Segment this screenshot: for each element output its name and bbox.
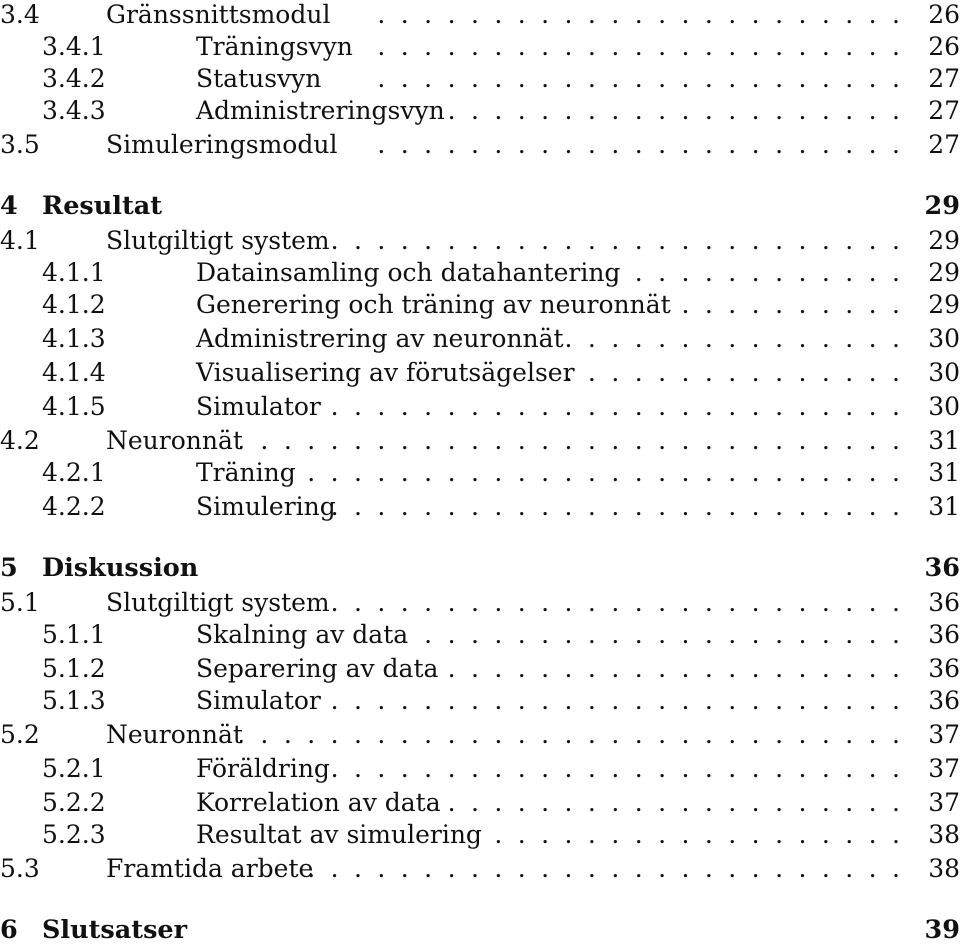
toc-section[interactable] bbox=[0, 852, 960, 884]
toc-entry-title: Resultat av simulering bbox=[196, 819, 482, 849]
toc-entry-title: Separering av data bbox=[196, 653, 439, 683]
toc-entry-number: 5.1.3 bbox=[42, 685, 106, 715]
toc-entry-title: Slutsatser bbox=[42, 915, 188, 945]
toc-leader-dots bbox=[240, 424, 900, 456]
toc-section[interactable] bbox=[0, 224, 960, 256]
toc-leader-dots bbox=[556, 356, 900, 388]
toc-entry-page: 36 bbox=[928, 587, 960, 617]
toc-entry-page: 30 bbox=[928, 323, 960, 353]
toc-entry-page: 36 bbox=[924, 553, 960, 583]
toc-entry-page: 36 bbox=[928, 619, 960, 649]
toc-entry-number: 5.1 bbox=[0, 587, 40, 617]
toc-entry-number: 3.4 bbox=[0, 0, 40, 29]
toc-leader-dots bbox=[362, 0, 900, 30]
toc-entry-title: Simulator bbox=[196, 685, 321, 715]
toc-entry-title: Neuronnät bbox=[106, 719, 243, 749]
toc-entry-number: 4.1.3 bbox=[42, 323, 106, 353]
toc-entry-page: 39 bbox=[924, 915, 960, 945]
toc-entry-title: Framtida arbete bbox=[106, 853, 314, 883]
toc-subsection[interactable] bbox=[0, 618, 960, 650]
toc-entry-page: 37 bbox=[928, 787, 960, 817]
toc-leader-dots bbox=[406, 618, 900, 650]
toc-entry-title: Skalning av data bbox=[196, 619, 409, 649]
toc-entry-page: 38 bbox=[928, 853, 960, 883]
toc-leader-dots bbox=[362, 128, 900, 160]
toc-entry-title: Statusvyn bbox=[196, 63, 322, 93]
toc-entry-number: 4.2.1 bbox=[42, 457, 106, 487]
toc-entry-number: 5.2 bbox=[0, 719, 40, 749]
toc-entry-number: 5.1.1 bbox=[42, 619, 106, 649]
toc-entry-number: 3.4.1 bbox=[42, 31, 106, 61]
toc-entry-page: 30 bbox=[928, 391, 960, 421]
toc-subsection[interactable] bbox=[0, 786, 960, 818]
toc-subsection[interactable] bbox=[0, 288, 960, 320]
toc-entry-number: 5.2.3 bbox=[42, 819, 106, 849]
toc-entry-number: 3.4.3 bbox=[42, 95, 106, 125]
toc-entry-page: 27 bbox=[928, 95, 960, 125]
toc-chapter[interactable] bbox=[0, 190, 960, 222]
toc-entry-number: 4 bbox=[0, 191, 18, 221]
toc-entry-page: 36 bbox=[928, 653, 960, 683]
toc-subsection[interactable] bbox=[0, 490, 960, 522]
toc-leader-dots bbox=[556, 322, 900, 354]
toc-entry-title: Visualisering av förutsägelser bbox=[196, 357, 575, 387]
toc-chapter[interactable] bbox=[0, 914, 960, 946]
toc-section[interactable] bbox=[0, 718, 960, 750]
toc-entry-number: 4.1.2 bbox=[42, 289, 106, 319]
toc-entry-number: 4.1.1 bbox=[42, 257, 106, 287]
toc-entry-page: 29 bbox=[928, 225, 960, 255]
toc-leader-dots bbox=[480, 818, 900, 850]
toc-entry-page: 27 bbox=[928, 63, 960, 93]
toc-subsection[interactable] bbox=[0, 684, 960, 716]
toc-entry-page: 29 bbox=[928, 289, 960, 319]
toc-section[interactable] bbox=[0, 424, 960, 456]
toc-leader-dots bbox=[608, 256, 900, 288]
toc-subsection[interactable] bbox=[0, 94, 960, 126]
toc-leader-dots bbox=[300, 456, 900, 488]
toc-leader-dots bbox=[362, 30, 900, 62]
toc-entry-page: 37 bbox=[928, 753, 960, 783]
toc-entry-title: Simuleringsmodul bbox=[106, 129, 338, 159]
toc-section[interactable] bbox=[0, 0, 960, 30]
toc-subsection[interactable] bbox=[0, 356, 960, 388]
toc-entry-number: 5.2.2 bbox=[42, 787, 106, 817]
toc-subsection[interactable] bbox=[0, 390, 960, 422]
toc-entry-title: Administrering av neuronnät bbox=[196, 323, 564, 353]
toc-subsection[interactable] bbox=[0, 818, 960, 850]
toc-entry-title: Datainsamling och datahantering bbox=[196, 257, 621, 287]
toc-entry-title: Träningsvyn bbox=[196, 31, 353, 61]
toc-entry-number: 4.1.5 bbox=[42, 391, 106, 421]
toc-entry-page: 26 bbox=[928, 31, 960, 61]
toc-entry-page: 31 bbox=[928, 457, 960, 487]
toc-entry-page: 36 bbox=[928, 685, 960, 715]
toc-entry-title: Korrelation av data bbox=[196, 787, 441, 817]
toc-entry-number: 4.2.2 bbox=[42, 491, 106, 521]
toc-subsection[interactable] bbox=[0, 30, 960, 62]
toc-entry-title: Träning bbox=[196, 457, 296, 487]
toc-entry-number: 6 bbox=[0, 915, 18, 945]
toc-entry-title: Neuronnät bbox=[106, 425, 243, 455]
toc-entry-number: 3.4.2 bbox=[42, 63, 106, 93]
toc-leader-dots bbox=[330, 586, 900, 618]
toc-entry-number: 4.1 bbox=[0, 225, 40, 255]
toc-leader-dots bbox=[324, 390, 900, 422]
toc-leader-dots bbox=[664, 288, 900, 320]
toc-subsection[interactable] bbox=[0, 256, 960, 288]
toc-entry-title: Simulering bbox=[196, 491, 336, 521]
toc-entry-number: 5 bbox=[0, 553, 18, 583]
toc-leader-dots bbox=[240, 718, 900, 750]
toc-entry-title: Simulator bbox=[196, 391, 321, 421]
toc-entry-page: 29 bbox=[924, 191, 960, 221]
toc-entry-page: 27 bbox=[928, 129, 960, 159]
toc-entry-title: Resultat bbox=[42, 191, 163, 221]
toc-entry-page: 31 bbox=[928, 425, 960, 455]
toc-chapter[interactable] bbox=[0, 552, 960, 584]
toc-entry-title: Föräldring bbox=[196, 753, 330, 783]
toc-entry-title: Slutgiltigt system bbox=[106, 225, 330, 255]
toc-leader-dots bbox=[330, 752, 900, 784]
toc-leader-dots bbox=[440, 94, 900, 126]
toc-subsection[interactable] bbox=[0, 322, 960, 354]
toc-leader-dots bbox=[324, 684, 900, 716]
toc-entry-page: 38 bbox=[928, 819, 960, 849]
toc-entry-number: 4.2 bbox=[0, 425, 40, 455]
toc-entry-number: 5.3 bbox=[0, 853, 40, 883]
toc-subsection[interactable] bbox=[0, 456, 960, 488]
toc-entry-title: Gränssnittsmodul bbox=[106, 0, 331, 29]
toc-entry-page: 31 bbox=[928, 491, 960, 521]
toc-entry-page: 26 bbox=[928, 0, 960, 29]
toc-leader-dots bbox=[440, 786, 900, 818]
toc-entry-page: 30 bbox=[928, 357, 960, 387]
toc-entry-title: Slutgiltigt system bbox=[106, 587, 330, 617]
toc-entry-number: 5.2.1 bbox=[42, 753, 106, 783]
toc-entry-title: Diskussion bbox=[42, 553, 199, 583]
toc-entry-title: Generering och träning av neuronnät bbox=[196, 289, 671, 319]
toc-entry-title: Administreringsvyn bbox=[196, 95, 445, 125]
toc-leader-dots bbox=[430, 652, 900, 684]
toc-entry-number: 5.1.2 bbox=[42, 653, 106, 683]
toc-entry-number: 4.1.4 bbox=[42, 357, 106, 387]
toc-section[interactable] bbox=[0, 128, 960, 160]
toc-leader-dots bbox=[310, 852, 900, 884]
toc-leader-dots bbox=[330, 490, 900, 522]
toc-subsection[interactable] bbox=[0, 62, 960, 94]
toc-section[interactable] bbox=[0, 586, 960, 618]
toc-subsection[interactable] bbox=[0, 752, 960, 784]
toc-leader-dots bbox=[330, 224, 900, 256]
toc-entry-page: 37 bbox=[928, 719, 960, 749]
toc-leader-dots bbox=[362, 62, 900, 94]
toc-entry-number: 3.5 bbox=[0, 129, 40, 159]
toc-entry-page: 29 bbox=[928, 257, 960, 287]
toc-subsection[interactable] bbox=[0, 652, 960, 684]
